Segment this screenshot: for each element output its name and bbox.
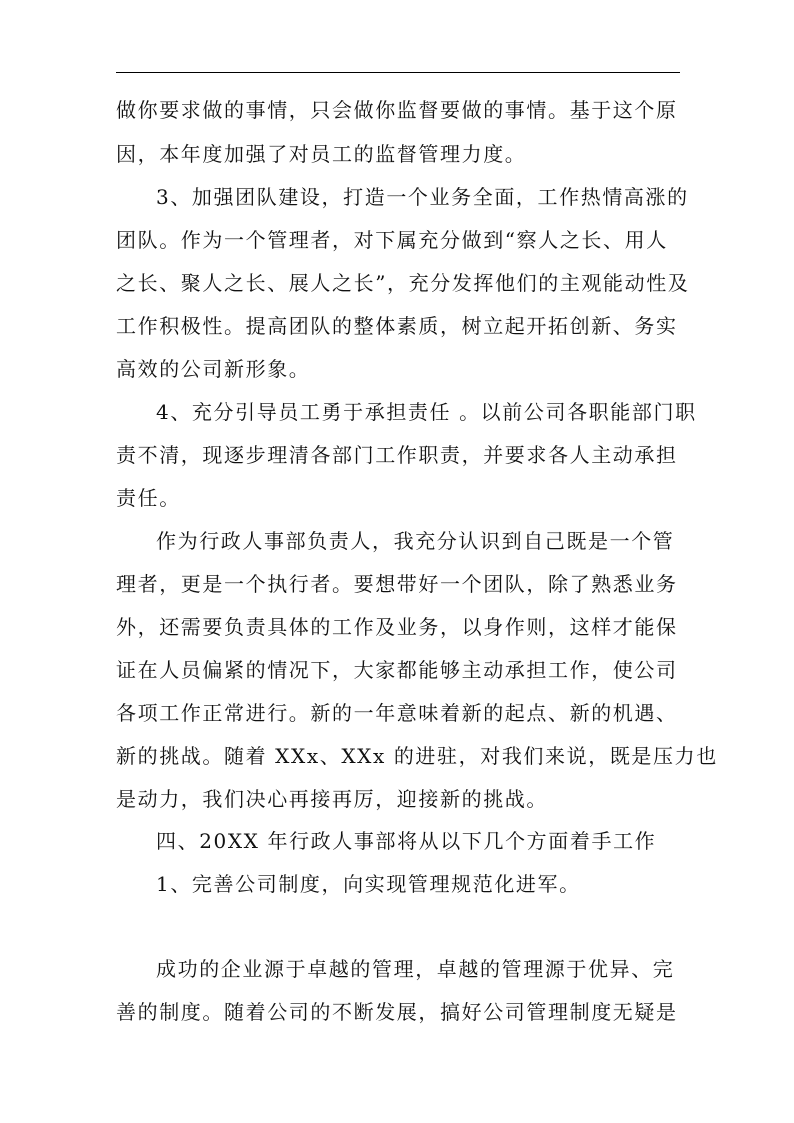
text-line: 证在人员偏紧的情况下，大家都能够主动承担工作，使公司	[116, 658, 678, 682]
header-rule	[116, 72, 680, 73]
text-line: 责不清，现逐步理清各部门工作职责，并要求各人主动承担	[116, 443, 678, 467]
text-line: 是动力，我们决心再接再厉，迎接新的挑战。	[116, 787, 548, 811]
section-heading: 四、20XX 年行政人事部将从以下几个方面着手工作	[156, 829, 657, 853]
text-line: 责任。	[116, 486, 181, 510]
text-line: 各项工作正常进行。新的一年意味着新的起点、新的机遇、	[116, 701, 678, 725]
text-line: 高效的公司新形象。	[116, 357, 311, 381]
text-line: 作为行政人事部负责人，我充分认识到自己既是一个管	[156, 529, 675, 553]
text-line: 新的挑战。随着 XXx、XXx 的进驻，对我们来说，既是压力也	[116, 744, 718, 768]
text-line: 4、充分引导员工勇于承担责任 。以前公司各职能部门职	[156, 400, 697, 424]
text-line: 工作积极性。提高团队的整体素质，树立起开拓创新、务实	[116, 314, 678, 338]
text-line: 3、加强团队建设，打造一个业务全面，工作热情高涨的	[156, 185, 689, 209]
text-line: 团队。作为一个管理者，对下属充分做到“察人之长、用人	[116, 228, 668, 252]
text-line: 理者，更是一个执行者。要想带好一个团队，除了熟悉业务	[116, 572, 678, 596]
text-line: 成功的企业源于卓越的管理，卓越的管理源于优异、完	[156, 957, 675, 981]
text-line: 1、完善公司制度，向实现管理规范化进军。	[156, 872, 581, 896]
text-line: 善的制度。随着公司的不断发展，搞好公司管理制度无疑是	[116, 1000, 678, 1024]
text-line: 因，本年度加强了对员工的监督管理力度。	[116, 142, 527, 166]
text-line: 做你要求做的事情，只会做你监督要做的事情。基于这个原	[116, 98, 678, 122]
text-line: 外，还需要负责具体的工作及业务，以身作则，这样才能保	[116, 615, 678, 639]
text-line: 之长、聚人之长、展人之长”，充分发挥他们的主观能动性及	[116, 271, 690, 295]
